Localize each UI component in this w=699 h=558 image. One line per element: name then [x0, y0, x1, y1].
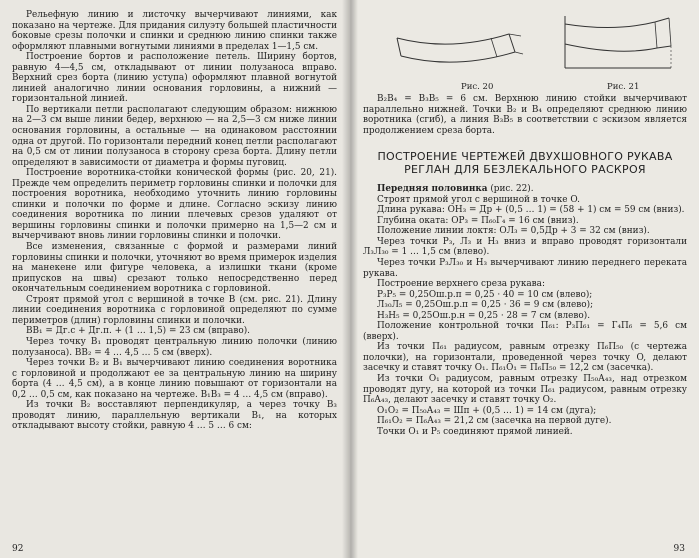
- text-line: Построение верхнего среза рукава:: [377, 279, 545, 290]
- paragraph: Построение бортов и расположение петель. Ширину бортов, равную 4—4,5 см, откладывают от линии полузаноса вправо. Верхний срез борта (линию уступа) оформляют плавной вогнутой линией аналогично линии основания горловины, а нижний — горизонтальной линией.: [12, 52, 337, 105]
- paragraph: Строят прямой угол с вершиной в точке B (см. рис. 21). Длину линии соединения воротника с горловиной определяют по сумме периметров (длин) горловины спинки и полочки.: [12, 294, 337, 326]
- figure-20-caption: Рис. 20: [461, 82, 494, 92]
- paragraph: B₂B₄ = B₃B₅ = 6 см. Верхнюю линию стойки вычерчивают параллельно нижней. Точки B₂ и B₄ определяют среднюю линию воротника (сгиб), а линия B₃B₅ в соответствии с эскизом является продолжением среза борта.: [363, 94, 687, 136]
- paragraph: Через точку B₁ проводят центральную линию полочки (линию полузаноса). BB₂ = 4 … 4,5 … 5 см (вверх).: [12, 336, 337, 358]
- text-line: Положение контрольной точки П₆₁: P₃П₆₁ = Г₄П₆ = 5,6 см (вверх).: [363, 321, 687, 342]
- left-page: [0, 0, 349, 558]
- figure-21-drawing: [559, 8, 689, 86]
- paragraph: Рельефную линию и листочку вычерчивают линиями, как показано на чертеже. Для придания силуэту большей пластичности боковые срезы полочки и спинки и среднюю линию спинки также оформляют плавными вогнутыми линиями в пределах 1—1,5 см.: [12, 10, 337, 52]
- formula-line: Л₃₀Л₅ = 0,25Ош.р.п = 0,25 · 36 = 9 см (влево);: [377, 300, 594, 311]
- formula-line: P₃P₅ = 0,25Ош.р.п = 0,25 · 40 = 10 см (влево);: [377, 289, 593, 300]
- right-page: [349, 0, 699, 558]
- text-line: Глубина оката: OP₃ = П₆₀Г₄ = 16 см (вниз).: [377, 215, 579, 226]
- formula-line: H₃H₅ = 0,25Ош.р.н = 0,25 · 28 = 7 см (влево).: [377, 310, 591, 321]
- text-line: Строят прямой угол с вершиной в точке O.: [377, 194, 580, 205]
- figure-20-drawing: [391, 12, 531, 86]
- paragraph: Через точки B₂ и B₁ вычерчивают линию соединения воротника с горловиной и продолжают ее за центральную линию на ширину борта (4 … 4,5 см), а в конце линию повышают от горизонтали на 0,2 … 0,5 см, как показано на чертеже. B₁B₃ = 4 … 4,5 см (вправо).: [12, 358, 337, 400]
- text-line: Из точки O₁ радиусом, равным отрезку П₅₀А₄₃, над отрезком проводят дугу, на которой из точки П₆₁ радиусом, равным отрезку П₆А₄₃, делают засечку и ставят точку O₂.: [363, 374, 687, 406]
- page-number: 92: [12, 544, 24, 554]
- text-line: Из точки П₆₁ радиусом, равным отрезку П₆П₅₀ (с чертежа полочки), на горизонтали, проведенной через точку O, делают засечку и ставят точку O₁. П₆₁O₁ = П₆П₅₀ = 12,2 см (засечка).: [363, 342, 687, 374]
- subsection-heading: [363, 184, 687, 195]
- figure-21-caption: Рис. 21: [607, 82, 640, 92]
- formula-line: П₆₁O₂ = П₆А₄₃ = 21,2 см (засечка на первой дуге).: [377, 416, 612, 427]
- text-line: Длина рукава: OH₃ = Др + (0,5 … 1) = (58 + 1) см = 59 см (вниз).: [377, 205, 685, 216]
- paragraph: Все изменения, связанные с формой и размерами линий горловины спинки и полочки, уточняют во время примерок изделия на манекене или фигуре человека, а излишки ткани (кроме припусков на швы) срезают только непосредственно перед окончательным соединением воротника с горловиной.: [12, 242, 337, 295]
- text-line: Через точки P₃, Л₃ и H₃ вниз и вправо проводят горизонтали Л₃Л₃₀ = 1 … 1,5 см (влево).: [363, 236, 687, 258]
- paragraph: Из точки B₂ восставляют перпендикуляр, а через точку B₃ проводят линию, параллельную вертикали B₁, на которых откладывают высоту стойки, равную 4 … 5 … 6 см:: [12, 400, 337, 432]
- text-line: Точки O₁ и P₅ соединяют прямой линией.: [377, 426, 573, 437]
- section-title: ПОСТРОЕНИЕ ЧЕРТЕЖЕЙ ДВУХШОВНОГО РУКАВА РЕГЛАН ДЛЯ БЕЗЛЕКАЛЬНОГО РАСКРОЯ: [377, 150, 673, 177]
- page-number: 93: [673, 544, 685, 554]
- formula-line: BB₁ = Дг.с + Дг.п. + (1 … 1,5) = 23 см (вправо).: [26, 326, 250, 337]
- subsection-ref: (рис. 22).: [487, 184, 534, 195]
- text-line: Положение линии локтя: OЛ₃ = 0,5Др + 3 = 32 см (вниз).: [377, 226, 650, 237]
- text-line: Через точки P₃Л₃₀ и H₃ вычерчивают линию переднего переката рукава.: [363, 258, 687, 279]
- figures-area: [363, 8, 687, 94]
- subsection-title: Передняя половинка: [377, 184, 488, 195]
- formula-line: O₁O₂ = П₅₀А₄₃ = Шп + (0,5 … 1) = 14 см (дуга);: [377, 405, 597, 416]
- paragraph: По вертикали петли располагают следующим образом: нижнюю на 2—3 см выше линии бедер, верхнюю — на 2,5—3 см ниже линии основания горловины, а остальные — на одинаковом расстоянии одна от другой. По горизонтали передний конец петли располагают на 0,5 см от линии полузаноса в сторону среза борта. Длину петли определяют в зависимости от диаметра и формы пуговиц.: [12, 104, 337, 168]
- paragraph: Построение воротника-стойки конической формы (рис. 20, 21). Прежде чем определить периметр горловины спинки и полочки для построения воротника, необходимо уточнить линию горловины спинки и полочки по форме и длине. Согласно эскизу линию соединения воротника по линии плечевых срезов удаляют от вершины горловины спинки и полочки примерно на 1,5—2 см и вычерчивают вновь линии горловины спинки и полочки.: [12, 168, 337, 242]
